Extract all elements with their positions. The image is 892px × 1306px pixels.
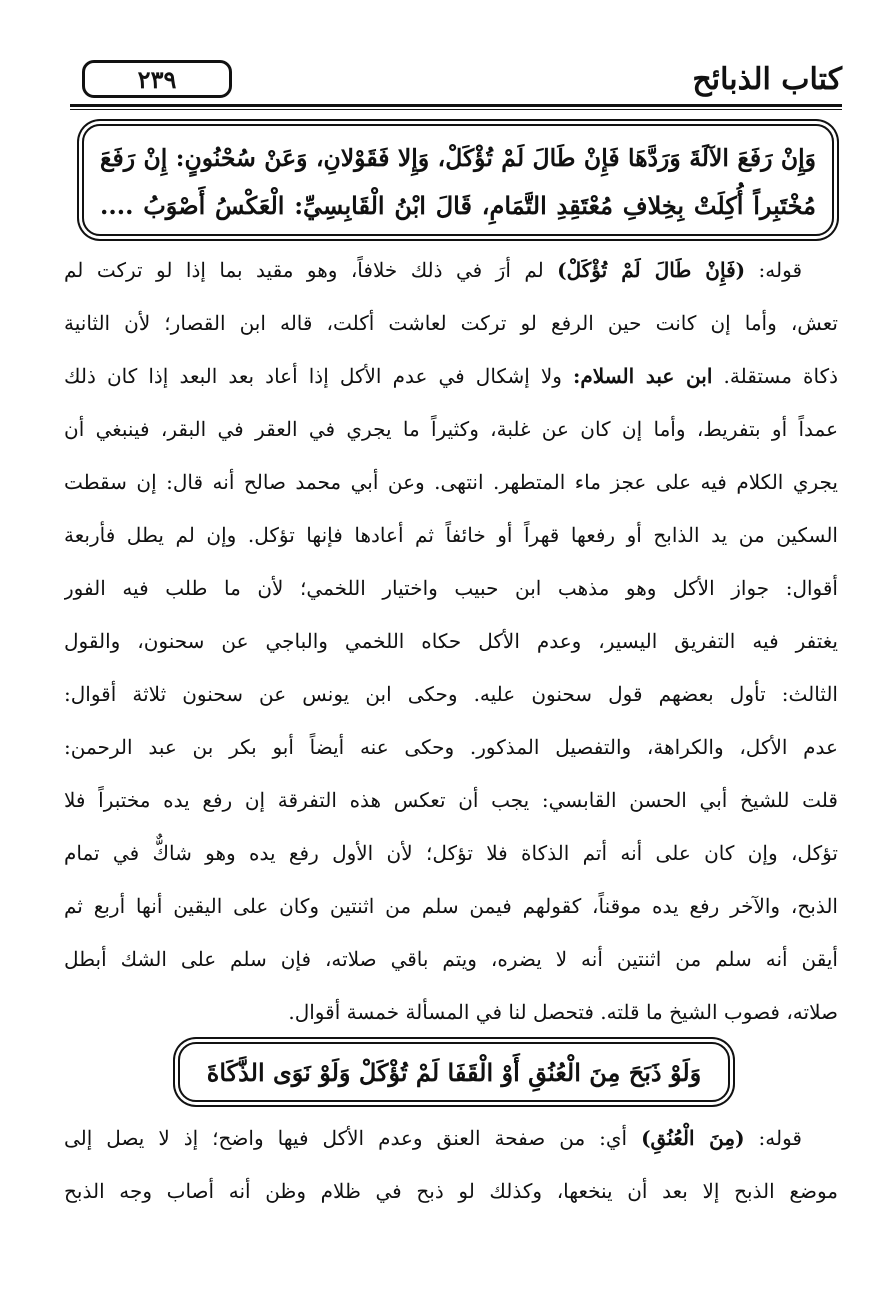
matn-box-2 xyxy=(178,1042,730,1102)
matn-line-2: مُخْتَبِراً أُكِلَتْ بِخِلافِ مُعْتَقِدِ التَّمَامِ، قَالَ ابْنُ الْقَابِسِيِّ: الْعَكْسُ أَصْوَبُ .... xyxy=(100,191,816,220)
quoted-matn: (مِنَ الْعُنُقِ) xyxy=(641,1126,745,1150)
commentary-line-1 xyxy=(64,1112,838,1165)
commentary-text: لم أرَ في ذلك خلافاً، وهو مقيد بما إذا لو تركت لم xyxy=(64,258,558,282)
matn-box-1 xyxy=(82,124,834,236)
page-number-frame xyxy=(82,60,232,98)
commentary-block-1 xyxy=(64,244,838,1039)
page-header xyxy=(70,60,842,104)
matn-line-1: وَإِنْ رَفَعَ الآلَةَ وَرَدَّهَا فَإِنْ طَالَ لَمْ تُؤْكَلْ، وَإِلا فَقَوْلانِ، وَعَنْ سُحْنُونٍ: إِنْ رَفَعَ xyxy=(100,144,816,172)
commentary-line-12: تؤكل، وإن كان على أنه أتم الذكاة فلا تؤكل؛ لأن الأول رفع يده وهو شاكٌّ في تمام xyxy=(64,841,838,865)
commentary-line-7: أقوال: جواز الأكل وهو مذهب ابن حبيب واختيار اللخمي؛ لأن ما طلب فيه الفور xyxy=(64,576,838,600)
commentary-text: ذكاة مستقلة. xyxy=(712,364,838,388)
header-rule-thin xyxy=(70,109,842,110)
commentary-line-5: يجري الكلام فيه على عجز ماء المتطهر. انتهى. وعن أبي محمد صالح أنه قال: إن سقطت xyxy=(64,470,838,494)
commentary-line-3 xyxy=(64,350,838,403)
commentary-line-15: صلاته، فصوب الشيخ ما قلته. فتحصل لنا في المسألة خمسة أقوال. xyxy=(288,1000,838,1024)
commentary-line-2: موضع الذبح إلا بعد أن ينخعها، وكذلك لو ذبح في ظلام وظن أنه أصاب وجه الذبح xyxy=(64,1179,838,1203)
commentary-line-2: تعش، وأما إن كانت حين الرفع لو تركت لعاشت أكلت، قاله ابن القصار؛ لأن الثانية xyxy=(64,311,838,335)
matn-text: وَلَوْ ذَبَحَ مِنَ الْعُنُقِ أَوْ الْقَفَا لَمْ تُؤْكَلْ وَلَوْ نَوَى الذَّكَاةَ xyxy=(206,1057,702,1087)
quoted-matn: (فَإِنْ طَالَ لَمْ تُؤْكَلْ) xyxy=(557,258,746,282)
commentary-line-8: يغتفر فيه التفريق اليسير، وعدم الأكل حكاه اللخمي والباجي عن سحنون، والقول xyxy=(64,629,838,653)
header-rule xyxy=(70,104,842,107)
page-number: ٢٣٩ xyxy=(137,64,177,94)
commentary-text: ولا إشكال في عدم الأكل إذا أعاد بعد البعد إذا كان ذلك xyxy=(64,364,574,388)
commentary-line-9: الثالث: تأول بعضهم قول سحنون عليه. وحكى ابن يونس عن سحنون ثلاثة أقوال: xyxy=(64,682,838,706)
qawluhu-label: قوله: xyxy=(744,1126,802,1150)
commentary-line-10: عدم الأكل، والكراهة، والتفصيل المذكور. وحكى عنه أيضاً أبو بكر بن عبد الرحمن: xyxy=(64,735,838,759)
commentary-line-13: الذبح، والآخر رفع يده موقناً، كقولهم فيمن سلم من اثنتين وكان على اليقين أنها أربع ثم xyxy=(64,894,838,918)
cited-scholar: ابن عبد السلام: xyxy=(573,364,713,388)
commentary-text: أي: من صفحة العنق وعدم الأكل فيها واضح؛ إذ لا يصل إلى xyxy=(64,1126,642,1150)
commentary-line-4: عمداً أو بتفريط، وأما إن كان عن غلبة، وكثيراً ما يجري في العقر في البقر، فينبغي أن xyxy=(64,417,838,441)
chapter-title: كتاب الذبائح xyxy=(692,62,842,97)
commentary-line-6: السكين من يد الذابح أو رفعها قهراً أو خائفاً ثم أعادها فإنها تؤكل. وإن لم يطل فأربعة xyxy=(64,523,838,547)
commentary-block-2 xyxy=(64,1112,838,1218)
qawluhu-label: قوله: xyxy=(745,258,802,282)
commentary-line-11: قلت للشيخ أبي الحسن القابسي: يجب أن تعكس هذه التفرقة إن رفع يده مختبراً فلا xyxy=(64,788,838,812)
commentary-line-1 xyxy=(64,244,838,297)
commentary-line-14: أيقن أنه سلم من اثنتين أنه لا يضره، ويتم باقي صلاته، فإن سلم على الشك أبطل xyxy=(64,947,838,971)
